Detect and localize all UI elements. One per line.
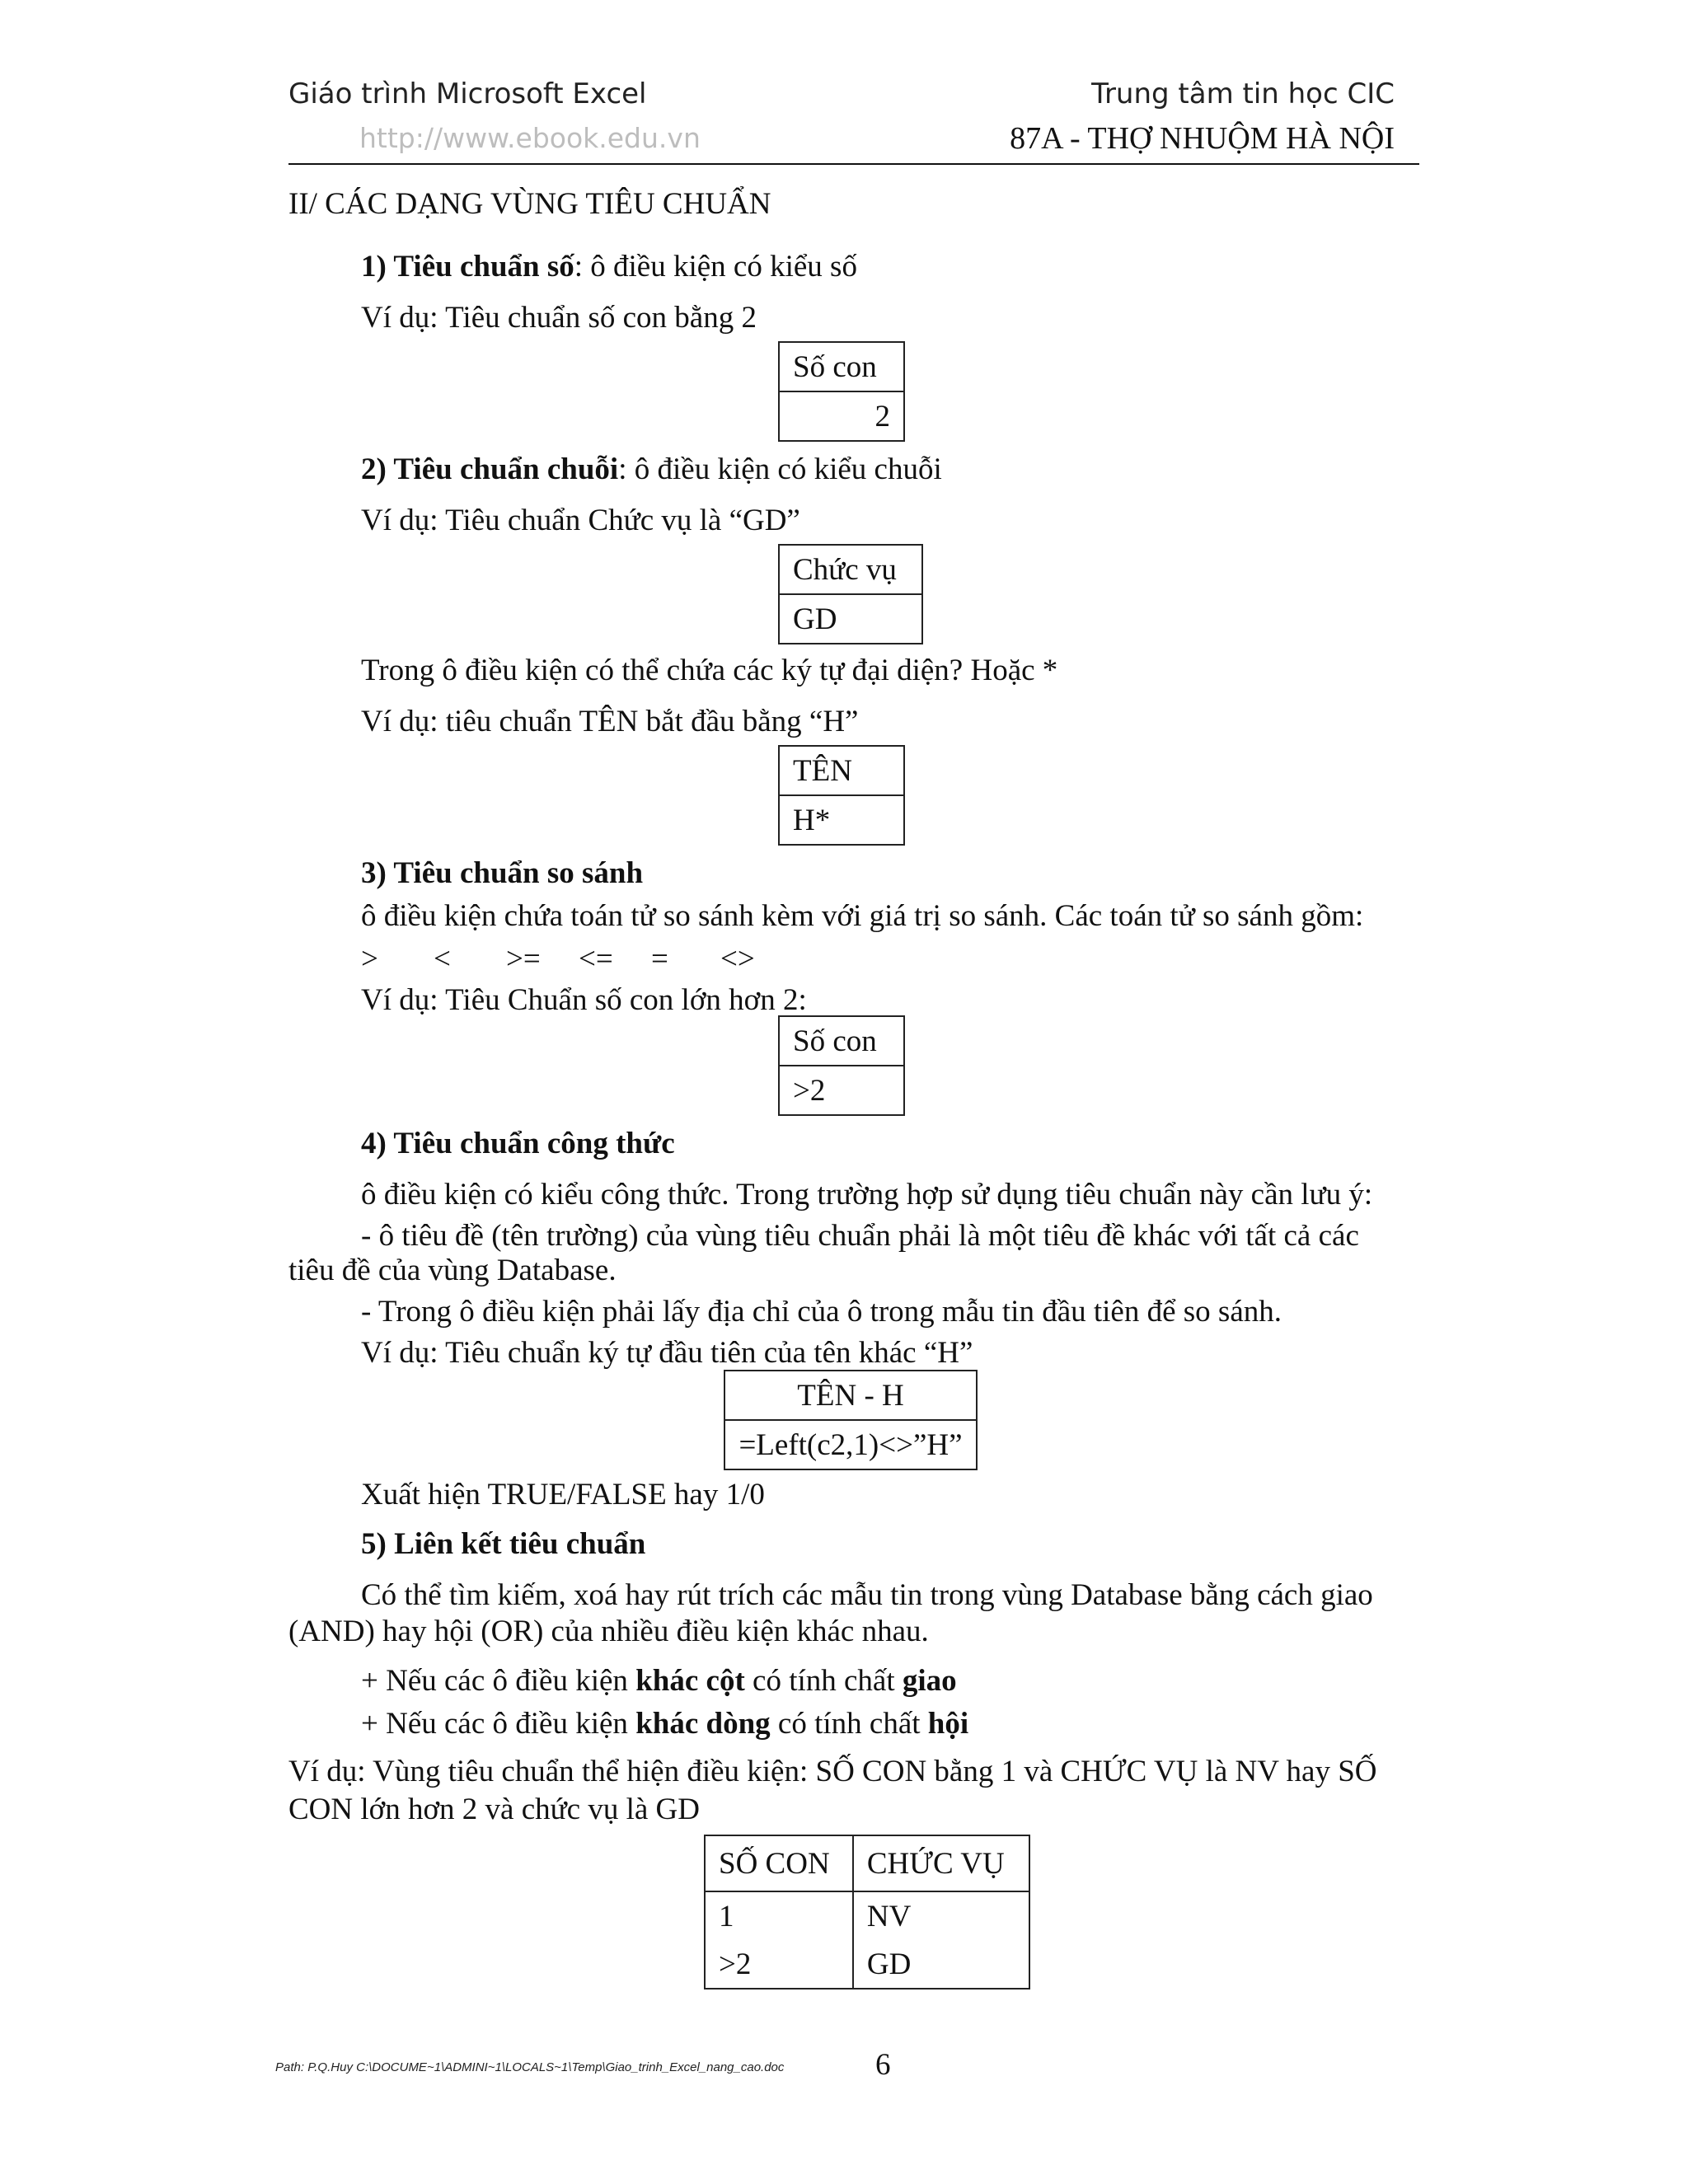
s1-example: Ví dụ: Tiêu chuẩn số con bằng 2 [361,301,757,335]
s5-table-cell: 1 [705,1891,853,1940]
operator-gt: > [361,942,378,976]
s4-table-value: =Left(c2,1)<>”H” [724,1420,977,1469]
header-rule [288,163,1419,165]
s3-table-value: >2 [779,1066,904,1115]
s5-rule2-bold2: hội [927,1707,969,1741]
s5-table-cell: NV [853,1891,1029,1940]
s2-table-value: GD [779,594,922,644]
s1-heading-line [361,249,857,285]
s1-rest: : ô điều kiện có kiểu số [574,250,857,284]
operator-neq: <> [720,942,755,976]
operator-eq: = [651,942,668,976]
operator-gte: >= [506,942,541,976]
s1-criteria-table [778,341,905,442]
s4-note1-line2: tiêu đề của vùng Database. [288,1254,617,1287]
section-title: II/ CÁC DẠNG VÙNG TIÊU CHUẨN [288,187,771,221]
s5-desc-line1: Có thể tìm kiếm, xoá hay rút trích các mẫu tin trong vùng Database bằng cách giao [361,1578,1373,1612]
s5-rule1-pre: + Nếu các ô điều kiện [361,1664,636,1698]
header-url: http://www.ebook.edu.vn [359,122,701,154]
header-right-address: 87A - THỢ NHUỘM HÀ NỘI [1010,121,1395,156]
s5-rule2-mid: có tính chất [770,1707,928,1741]
s5-rule2-pre: + Nếu các ô điều kiện [361,1707,636,1741]
s4-example: Ví dụ: Tiêu chuẩn ký tự đầu tiên của tên khác “H” [361,1336,973,1370]
s2-heading-line [361,452,942,488]
s5-example-line2: CON lớn hơn 2 và chức vụ là GD [288,1793,700,1826]
s3-example: Ví dụ: Tiêu Chuẩn số con lớn hơn 2: [361,983,807,1017]
s5-table-header-chucvu: CHỨC VỤ [853,1835,1029,1891]
header-left-title: Giáo trình Microsoft Excel [288,77,647,110]
s5-table-cell: GD [853,1940,1029,1989]
s4-note2: - Trong ô điều kiện phải lấy địa chỉ của ô trong mẫu tin đầu tiên để so sánh. [361,1295,1282,1329]
s5-rule1-bold: khác cột [635,1664,745,1698]
s2-table-header: Chức vụ [779,545,922,594]
s5-rule1-mid: có tính chất [744,1664,903,1698]
s5-criteria-table [704,1835,1030,1990]
page-number: 6 [875,2048,891,2082]
s1-heading: 1) Tiêu chuẩn số [361,250,574,284]
s4-heading: 4) Tiêu chuẩn công thức [361,1127,675,1160]
s4-result: Xuất hiện TRUE/FALSE hay 1/0 [361,1478,765,1511]
s5-rule2 [361,1706,968,1742]
s2-heading: 2) Tiêu chuẩn chuỗi [361,452,619,486]
s2-wildcard-note: Trong ô điều kiện có thể chứa các ký tự đại diện? Hoặc * [361,654,1058,687]
s2-criteria-table2 [778,745,905,846]
s3-heading: 3) Tiêu chuẩn so sánh [361,856,644,890]
header-right-title: Trung tâm tin học CIC [1091,77,1395,110]
s5-rule1-bold2: giao [902,1664,957,1698]
s2-criteria-table [778,544,923,644]
operator-lte: <= [579,942,613,976]
s4-note1-line1: - ô tiêu đề (tên trường) của vùng tiêu chuẩn phải là một tiêu đề khác với tất cả các [361,1219,1359,1253]
s5-heading: 5) Liên kết tiêu chuẩn [361,1527,646,1561]
s2-table2-header: TÊN [779,746,904,795]
s5-example-line1: Ví dụ: Vùng tiêu chuẩn thể hiện điều kiện: SỐ CON bằng 1 và CHỨC VỤ là NV hay SỐ [288,1755,1377,1788]
s3-table-header: Số con [779,1016,904,1066]
s3-desc: ô điều kiện chứa toán tử so sánh kèm với giá trị so sánh. Các toán tử so sánh gồm: [361,899,1364,933]
s4-desc: ô điều kiện có kiểu công thức. Trong trường hợp sử dụng tiêu chuẩn này cần lưu ý: [361,1178,1373,1212]
s2-example: Ví dụ: Tiêu chuẩn Chức vụ là “GD” [361,504,800,537]
s2-table2-value: H* [779,795,904,845]
s3-criteria-table [778,1015,905,1116]
s4-criteria-table [724,1370,978,1470]
s2-rest: : ô điều kiện có kiểu chuỗi [618,452,942,486]
s5-table-header-socon: SỐ CON [705,1835,853,1891]
s4-table-header: TÊN - H [724,1371,977,1420]
s1-table-value: 2 [779,391,904,441]
s5-desc-line2: (AND) hay hội (OR) của nhiều điều kiện khác nhau. [288,1615,929,1648]
operator-lt: < [434,942,451,976]
s5-table-cell: >2 [705,1940,853,1989]
s1-table-header: Số con [779,342,904,391]
s5-rule2-bold: khác dòng [635,1707,771,1741]
s5-rule1 [361,1663,957,1699]
s2-example2: Ví dụ: tiêu chuẩn TÊN bắt đầu bằng “H” [361,705,859,738]
footer-path: Path: P.Q.Huy C:\DOCUME~1\ADMINI~1\LOCALS~1\Temp\Giao_trinh_Excel_nang_cao.doc [275,2060,785,2074]
